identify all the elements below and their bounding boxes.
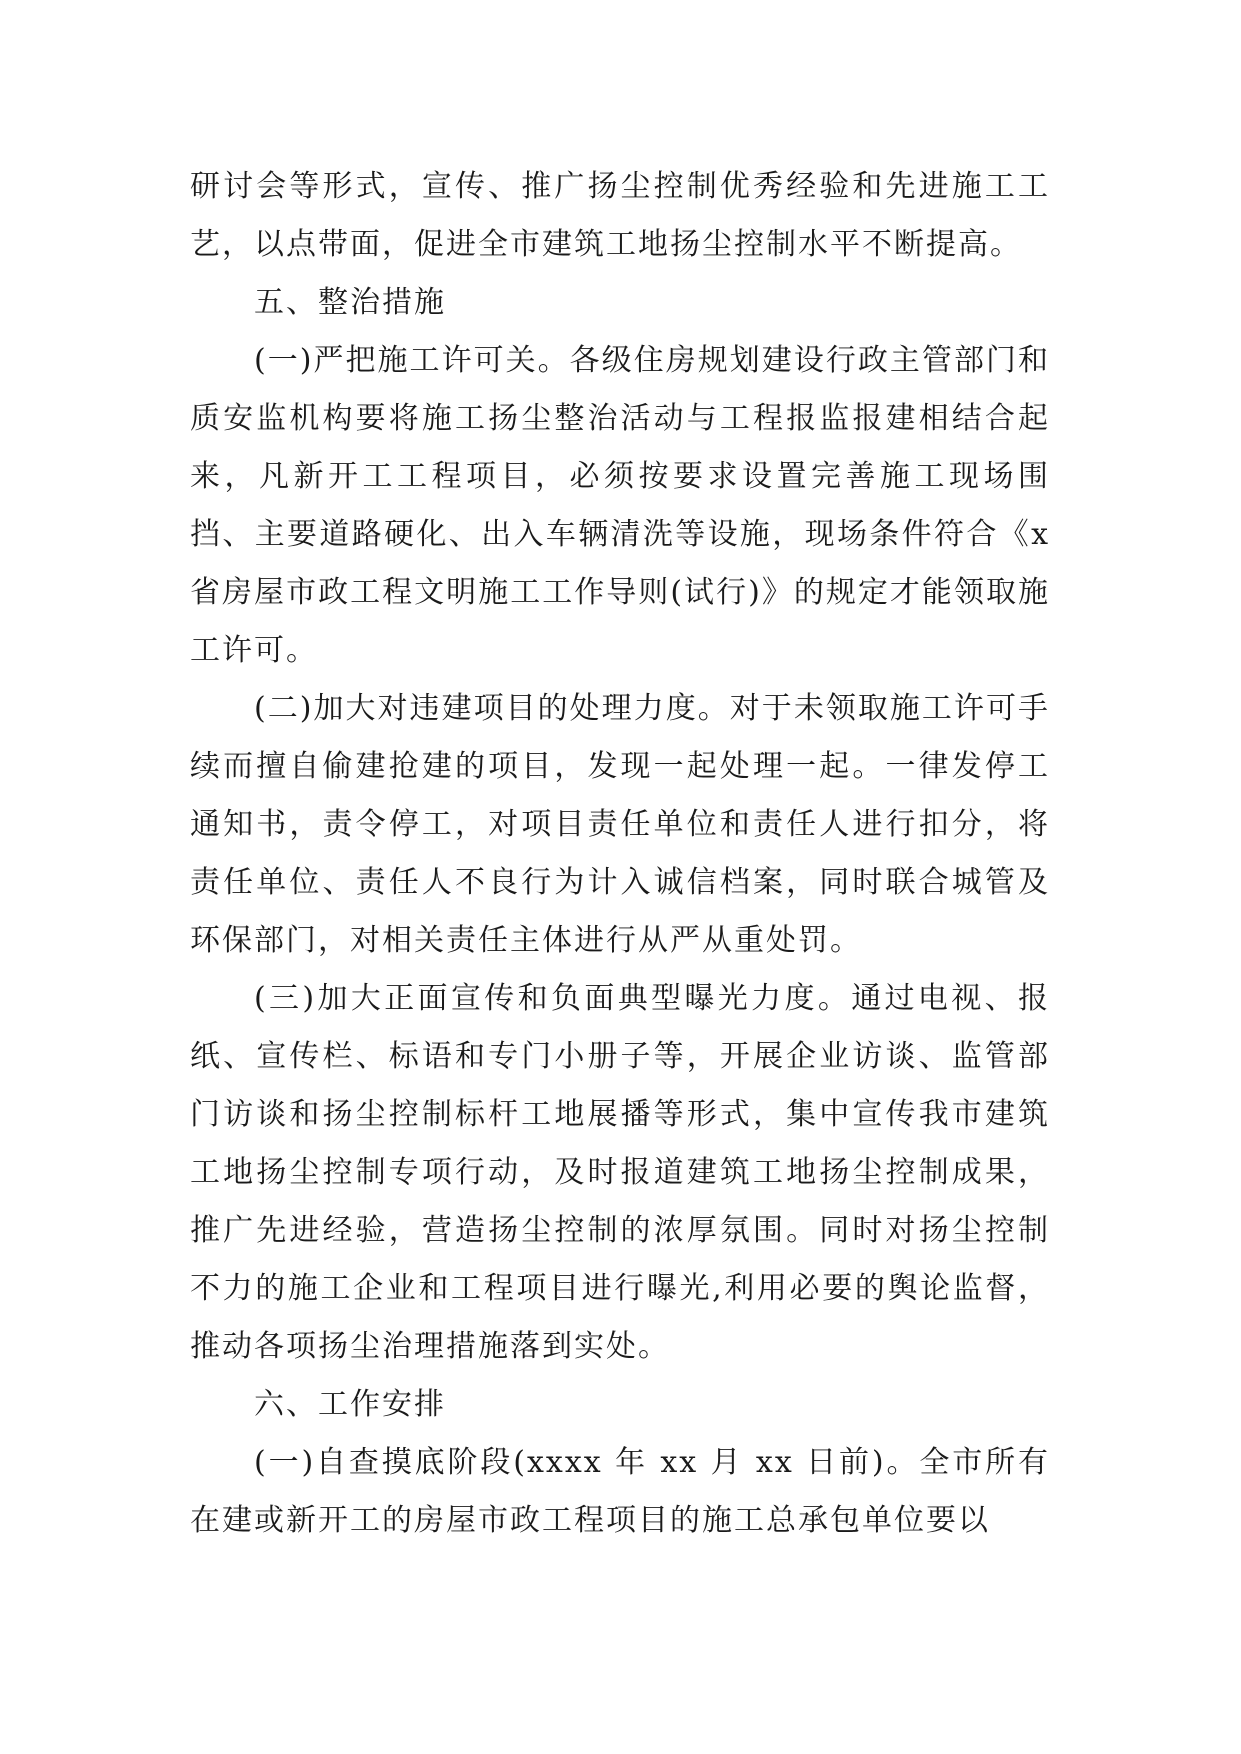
paragraph-measure-1: (一)严把施工许可关。各级住房规划建设行政主管部门和质安监机构要将施工扬尘整治活动与工程报监报建相结合起来，凡新开工工程项目，必须按要求设置完善施工现场围挡、主要道路硬化、出入车辆清洗等设施，现场条件符合《x省房屋市政工程文明施工工作导则(试行)》的规定才能领取施工许可。: [190, 343, 1050, 668]
section-heading-5: 五、整治措施: [254, 285, 446, 320]
paragraph-measure-3: (三)加大正面宣传和负面典型曝光力度。通过电视、报纸、宣传栏、标语和专门小册子等，开展企业访谈、监管部门访谈和扬尘控制标杆工地展播等形式，集中宣传我市建筑工地扬尘控制专项行动，及时报道建筑工地扬尘控制成果，推广先进经验，营造扬尘控制的浓厚氛围。同时对扬尘控制不力的施工企业和工程项目进行曝光,利用必要的舆论监督，推动各项扬尘治理措施落到实处。: [190, 981, 1050, 1364]
section-heading-6: 六、工作安排: [254, 1387, 446, 1422]
paragraph-measure-2: (二)加大对违建项目的处理力度。对于未领取施工许可手续而擅自偷建抢建的项目，发现一起处理一起。一律发停工通知书，责令停工，对项目责任单位和责任人进行扣分，将责任单位、责任人不良行为计入诚信档案，同时联合城管及环保部门，对相关责任主体进行从严从重处罚。: [190, 691, 1050, 958]
document-body: [190, 158, 1050, 1550]
paragraph-continued: 研讨会等形式，宣传、推广扬尘控制优秀经验和先进施工工艺，以点带面，促进全市建筑工地扬尘控制水平不断提高。: [190, 169, 1050, 262]
paragraph-schedule-1: (一)自查摸底阶段(xxxx 年 xx 月 xx 日前)。全市所有在建或新开工的房屋市政工程项目的施工总承包单位要以: [190, 1445, 1050, 1538]
